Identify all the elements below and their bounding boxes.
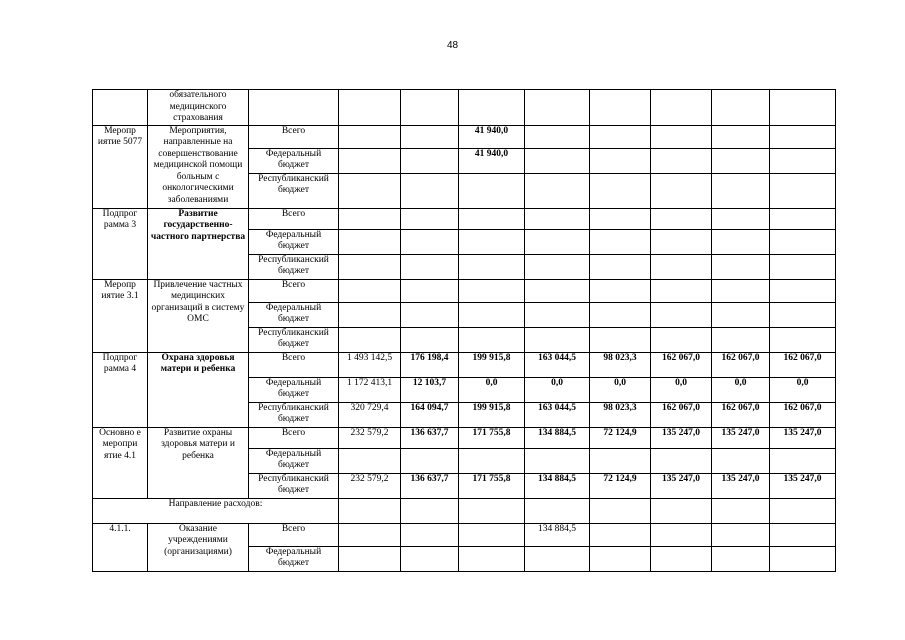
value-cell — [339, 254, 401, 279]
value-cell — [339, 523, 401, 546]
item-code: Меропр иятие 5077 — [93, 125, 148, 208]
value-cell: 0,0 — [459, 377, 525, 402]
value-cell: 98 023,3 — [590, 352, 651, 377]
value-cell: 162 067,0 — [712, 402, 770, 427]
value-cell: 72 124,9 — [590, 427, 651, 448]
funding-source: Республиканский бюджет — [249, 473, 339, 498]
value-cell — [712, 327, 770, 352]
value-cell — [401, 90, 459, 126]
funding-source: Всего — [249, 352, 339, 377]
value-cell: 135 247,0 — [712, 473, 770, 498]
section-title: Направление расходов: — [93, 498, 339, 523]
value-cell — [770, 523, 836, 546]
value-cell — [651, 546, 712, 571]
value-cell — [770, 498, 836, 523]
value-cell — [525, 327, 590, 352]
value-cell — [339, 498, 401, 523]
value-cell — [712, 148, 770, 173]
value-cell — [712, 279, 770, 302]
value-cell — [590, 254, 651, 279]
table-row — [93, 279, 836, 302]
value-cell — [712, 498, 770, 523]
value-cell — [770, 229, 836, 254]
funding-source: Федеральный бюджет — [249, 229, 339, 254]
funding-source — [249, 90, 339, 126]
value-cell: 163 044,5 — [525, 402, 590, 427]
value-cell — [651, 448, 712, 473]
value-cell — [651, 125, 712, 148]
value-cell — [590, 327, 651, 352]
value-cell — [459, 208, 525, 229]
value-cell — [712, 254, 770, 279]
value-cell — [459, 498, 525, 523]
value-cell: 41 940,0 — [459, 148, 525, 173]
value-cell — [651, 148, 712, 173]
value-cell — [525, 254, 590, 279]
value-cell — [770, 546, 836, 571]
value-cell: 163 044,5 — [525, 352, 590, 377]
value-cell: 162 067,0 — [651, 352, 712, 377]
value-cell — [590, 208, 651, 229]
item-name: Развитие государственно-частного партнерства — [148, 208, 249, 279]
value-cell — [590, 125, 651, 148]
value-cell: 162 067,0 — [770, 352, 836, 377]
value-cell: 232 579,2 — [339, 427, 401, 448]
funding-source: Всего — [249, 208, 339, 229]
value-cell — [459, 279, 525, 302]
value-cell — [525, 546, 590, 571]
value-cell: 0,0 — [590, 377, 651, 402]
funding-source: Федеральный бюджет — [249, 377, 339, 402]
funding-source: Всего — [249, 125, 339, 148]
value-cell — [770, 279, 836, 302]
value-cell — [712, 208, 770, 229]
value-cell — [590, 279, 651, 302]
value-cell — [339, 90, 401, 126]
value-cell: 199 915,8 — [459, 402, 525, 427]
value-cell — [401, 546, 459, 571]
funding-source: Республиканский бюджет — [249, 327, 339, 352]
value-cell — [590, 546, 651, 571]
value-cell — [525, 229, 590, 254]
value-cell — [651, 279, 712, 302]
value-cell — [651, 302, 712, 327]
value-cell — [770, 302, 836, 327]
value-cell — [401, 448, 459, 473]
value-cell — [712, 523, 770, 546]
value-cell — [712, 229, 770, 254]
value-cell — [525, 208, 590, 229]
item-code: 4.1.1. — [93, 523, 148, 571]
value-cell: 72 124,9 — [590, 473, 651, 498]
value-cell: 162 067,0 — [712, 352, 770, 377]
value-cell — [651, 208, 712, 229]
value-cell — [339, 327, 401, 352]
item-code: Меропр иятие 3.1 — [93, 279, 148, 352]
value-cell — [525, 90, 590, 126]
value-cell — [590, 148, 651, 173]
value-cell: 135 247,0 — [712, 427, 770, 448]
table-row — [93, 125, 836, 148]
value-cell — [651, 523, 712, 546]
value-cell — [590, 498, 651, 523]
value-cell: 1 493 142,5 — [339, 352, 401, 377]
value-cell: 0,0 — [651, 377, 712, 402]
value-cell: 134 884,5 — [525, 473, 590, 498]
value-cell: 135 247,0 — [651, 427, 712, 448]
value-cell — [525, 279, 590, 302]
value-cell — [712, 448, 770, 473]
value-cell — [401, 523, 459, 546]
value-cell — [651, 327, 712, 352]
value-cell: 176 198,4 — [401, 352, 459, 377]
value-cell — [401, 302, 459, 327]
value-cell: 12 103,7 — [401, 377, 459, 402]
funding-source: Всего — [249, 279, 339, 302]
item-name: Развитие охраны здоровья матери и ребенка — [148, 427, 249, 498]
value-cell — [401, 279, 459, 302]
value-cell — [651, 229, 712, 254]
value-cell: 135 247,0 — [770, 427, 836, 448]
table-row — [93, 208, 836, 229]
value-cell: 162 067,0 — [651, 402, 712, 427]
item-code: Основно е меропри ятие 4.1 — [93, 427, 148, 498]
value-cell: 135 247,0 — [770, 473, 836, 498]
value-cell — [770, 327, 836, 352]
value-cell: 320 729,4 — [339, 402, 401, 427]
value-cell — [712, 546, 770, 571]
value-cell — [712, 90, 770, 126]
value-cell — [525, 448, 590, 473]
value-cell — [339, 448, 401, 473]
value-cell: 164 094,7 — [401, 402, 459, 427]
value-cell — [459, 448, 525, 473]
value-cell — [590, 523, 651, 546]
value-cell — [590, 229, 651, 254]
value-cell: 1 172 413,1 — [339, 377, 401, 402]
funding-source: Всего — [249, 523, 339, 546]
value-cell — [712, 302, 770, 327]
value-cell — [525, 302, 590, 327]
value-cell: 232 579,2 — [339, 473, 401, 498]
value-cell — [339, 302, 401, 327]
value-cell — [525, 498, 590, 523]
funding-source: Республиканский бюджет — [249, 173, 339, 208]
table-row — [93, 352, 836, 377]
value-cell — [651, 254, 712, 279]
value-cell: 162 067,0 — [770, 402, 836, 427]
value-cell — [770, 254, 836, 279]
value-cell — [770, 208, 836, 229]
value-cell — [525, 125, 590, 148]
item-code: Подпрог рамма 4 — [93, 352, 148, 427]
value-cell — [339, 208, 401, 229]
value-cell — [401, 208, 459, 229]
funding-source: Федеральный бюджет — [249, 546, 339, 571]
value-cell — [459, 229, 525, 254]
value-cell — [651, 173, 712, 208]
value-cell — [459, 302, 525, 327]
value-cell — [459, 546, 525, 571]
value-cell — [339, 125, 401, 148]
value-cell — [525, 173, 590, 208]
value-cell — [651, 90, 712, 126]
item-name: Оказание учреждениями (организациями) — [148, 523, 249, 571]
value-cell — [401, 173, 459, 208]
value-cell: 199 915,8 — [459, 352, 525, 377]
table-body — [93, 90, 836, 572]
value-cell — [401, 254, 459, 279]
value-cell — [770, 448, 836, 473]
value-cell — [459, 523, 525, 546]
value-cell — [770, 125, 836, 148]
value-cell — [401, 148, 459, 173]
value-cell — [339, 173, 401, 208]
value-cell: 171 755,8 — [459, 473, 525, 498]
value-cell — [401, 498, 459, 523]
value-cell: 171 755,8 — [459, 427, 525, 448]
value-cell — [525, 148, 590, 173]
value-cell — [770, 90, 836, 126]
value-cell — [770, 173, 836, 208]
value-cell: 0,0 — [712, 377, 770, 402]
item-name: Охрана здоровья матери и ребенка — [148, 352, 249, 427]
value-cell: 136 637,7 — [401, 427, 459, 448]
item-name: Привлечение частных медицинских организаций в систему ОМС — [148, 279, 249, 352]
value-cell: 0,0 — [525, 377, 590, 402]
value-cell — [712, 173, 770, 208]
value-cell — [401, 125, 459, 148]
value-cell: 41 940,0 — [459, 125, 525, 148]
value-cell — [401, 327, 459, 352]
value-cell — [459, 327, 525, 352]
value-cell — [339, 279, 401, 302]
table-row — [93, 498, 836, 523]
funding-source: Республиканский бюджет — [249, 254, 339, 279]
value-cell — [339, 229, 401, 254]
value-cell — [459, 173, 525, 208]
funding-source: Республиканский бюджет — [249, 402, 339, 427]
funding-source: Федеральный бюджет — [249, 302, 339, 327]
value-cell — [712, 125, 770, 148]
value-cell — [339, 148, 401, 173]
value-cell — [590, 90, 651, 126]
value-cell: 0,0 — [770, 377, 836, 402]
value-cell — [401, 229, 459, 254]
item-code: Подпрог рамма 3 — [93, 208, 148, 279]
budget-table — [92, 89, 836, 572]
value-cell — [590, 302, 651, 327]
value-cell — [339, 546, 401, 571]
value-cell: 135 247,0 — [651, 473, 712, 498]
value-cell — [590, 173, 651, 208]
funding-source: Всего — [249, 427, 339, 448]
item-name: обязательного медицинского страхования — [148, 90, 249, 126]
value-cell — [651, 498, 712, 523]
value-cell — [590, 448, 651, 473]
table-row — [93, 90, 836, 126]
page-number: 48 — [446, 40, 459, 51]
item-name: Мероприятия, направленные на совершенствование медицинской помощи больным с онкологическими заболеваниями — [148, 125, 249, 208]
value-cell — [770, 148, 836, 173]
value-cell: 98 023,3 — [590, 402, 651, 427]
value-cell: 134 884,5 — [525, 523, 590, 546]
table-row — [93, 427, 836, 448]
value-cell: 134 884,5 — [525, 427, 590, 448]
funding-source: Федеральный бюджет — [249, 148, 339, 173]
value-cell: 136 637,7 — [401, 473, 459, 498]
value-cell — [459, 254, 525, 279]
funding-source: Федеральный бюджет — [249, 448, 339, 473]
item-code — [93, 90, 148, 126]
table-row — [93, 523, 836, 546]
value-cell — [459, 90, 525, 126]
